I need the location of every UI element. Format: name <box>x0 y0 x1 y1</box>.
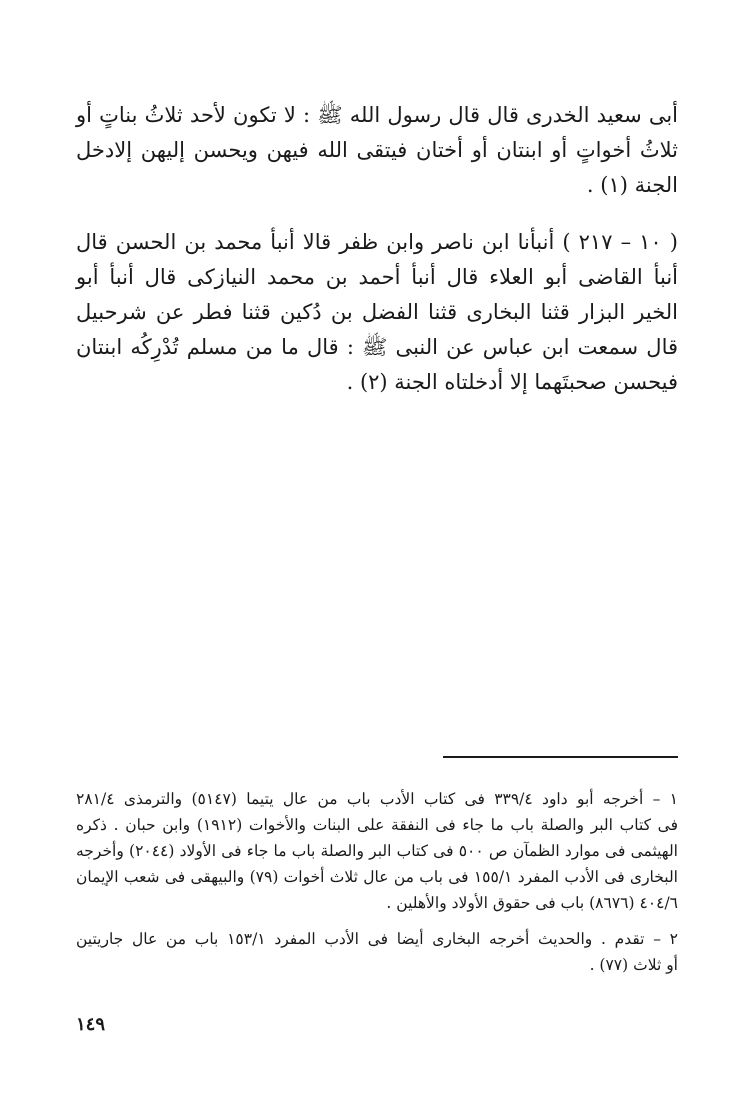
footnote-line: ٤٠٤/٦ (٨٦٧٦) باب فى حقوق الأولاد والأهلين . <box>386 894 678 912</box>
footnotes <box>76 786 678 988</box>
footnote-2 <box>76 926 678 978</box>
footnote-line: ٢ – تقدم . والحديث أخرجه البخارى أيضا فى الأدب المفرد ١٥٣/١ باب من عال جاريتين <box>76 930 678 948</box>
text-line: الجنة (١) . <box>586 173 678 197</box>
paragraph-hadith-217 <box>76 225 678 400</box>
footnote-line: ١ – أخرجه أبو داود ٣٣٩/٤ فى كتاب الأدب باب من عال يتيما (٥١٤٧) والترمذى ٢٨١/٤ <box>76 790 678 808</box>
text-line: البخارى قثنا الفضل بن دُكين قثنا فطر عن شرحبيل قال سمعت ابن عباس عن <box>76 300 679 359</box>
footnote-1 <box>76 786 678 916</box>
page-number: ١٤٩ <box>76 1014 106 1035</box>
text-line: ثلاثُ أخواتٍ أو ابنتان أو أختان فيتقى الله فيهن ويحسن إليهن إلادخل <box>76 138 678 162</box>
footnote-line: البخارى فى الأدب المفرد ١٥٥/١ فى باب من عال ثلاث أخوات (٧٩) والبيهقى فى شعب الإيمان <box>76 868 678 886</box>
footnote-divider <box>443 756 678 758</box>
footnote-line: فى كتاب البر والصلة باب ما جاء فى النفقة على البنات والأخوات (١٩١٢) وابن حبان . ذكره <box>76 816 678 834</box>
text-line: الجنة (٢) . <box>346 370 438 394</box>
paragraph-hadith-ending <box>76 98 678 203</box>
text-line: أبى سعيد الخدرى قال قال رسول الله ﷺ : لا تكون لأحد ثلاثُ بناتٍ أو <box>76 103 678 127</box>
footnote-line: أو ثلاث (٧٧) . <box>589 956 678 974</box>
text-line: القاضى أبو العلاء قال أنبأ أحمد بن محمد النيازكى قال أنبأ أبو الخير البزار قثنا <box>76 265 678 324</box>
footnote-line: الهيثمى فى موارد الظمآن ص ٥٠٠ فى كتاب البر والصلة باب ما جاء فى الأولاد (٢٠٤٤) وأخرجه <box>76 842 678 860</box>
text-line: النبى ﷺ : قال ما من مسلم تُدْرِكُه ابنتان فيحسن صحبتَهما إلا أدخلتاه <box>76 335 678 394</box>
text-line: ( ١٠ – ٢١٧ ) أنبأنا ابن ناصر وابن ظفر قالا أنبأ محمد بن الحسن قال أنبأ <box>76 230 678 289</box>
